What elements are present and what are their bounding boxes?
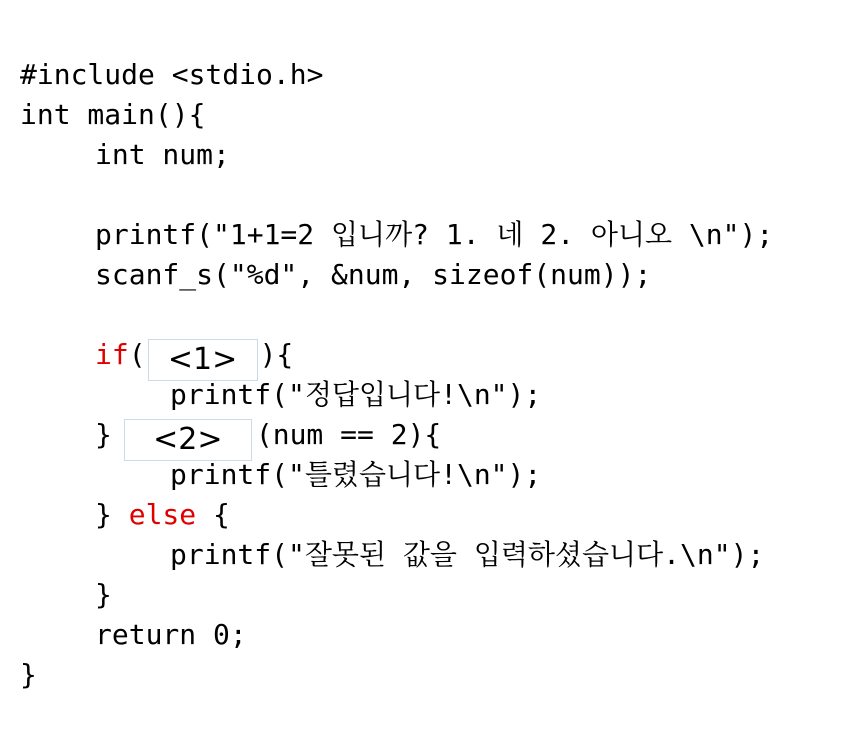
code-line-main: int main(){ [20,98,206,131]
answer-blank-2: <2> [124,419,252,461]
code-line-printf-question: printf("1+1=2 입니까? 1. 네 2. 아니오 \n"); [95,218,774,251]
code-line-else [20,495,773,535]
answer-blank-1: <1> [148,339,258,381]
condition-text: (num == 2){ [255,418,442,451]
keyword-else: else [128,498,197,531]
closing-brace: } [95,498,112,531]
code-line-include: #include <stdio.h> [20,58,324,91]
code-line-close-main: } [20,658,37,691]
code-line-else-if [20,415,773,455]
code-block [20,55,773,695]
paren-close-brace: ){ [259,338,294,371]
code-line-close-else: } [95,578,112,611]
code-line-declare: int num; [95,138,230,171]
code-line-blank [20,175,773,215]
code-line-printf-wrong: printf("틀렸습니다!\n"); [170,458,542,491]
paren-open: ( [128,338,146,371]
closing-brace: } [95,418,112,451]
code-line-scanf: scanf_s("%d", &num, sizeof(num)); [95,258,652,291]
code-line-return: return 0; [95,618,247,651]
code-line-if [20,335,773,375]
opening-brace: { [213,498,230,531]
code-line-blank [20,295,773,335]
keyword-if: if [95,338,129,371]
code-line-printf-invalid: printf("잘못된 값을 입력하셨습니다.\n"); [170,538,765,571]
code-line-printf-correct: printf("정답입니다!\n"); [170,378,542,411]
